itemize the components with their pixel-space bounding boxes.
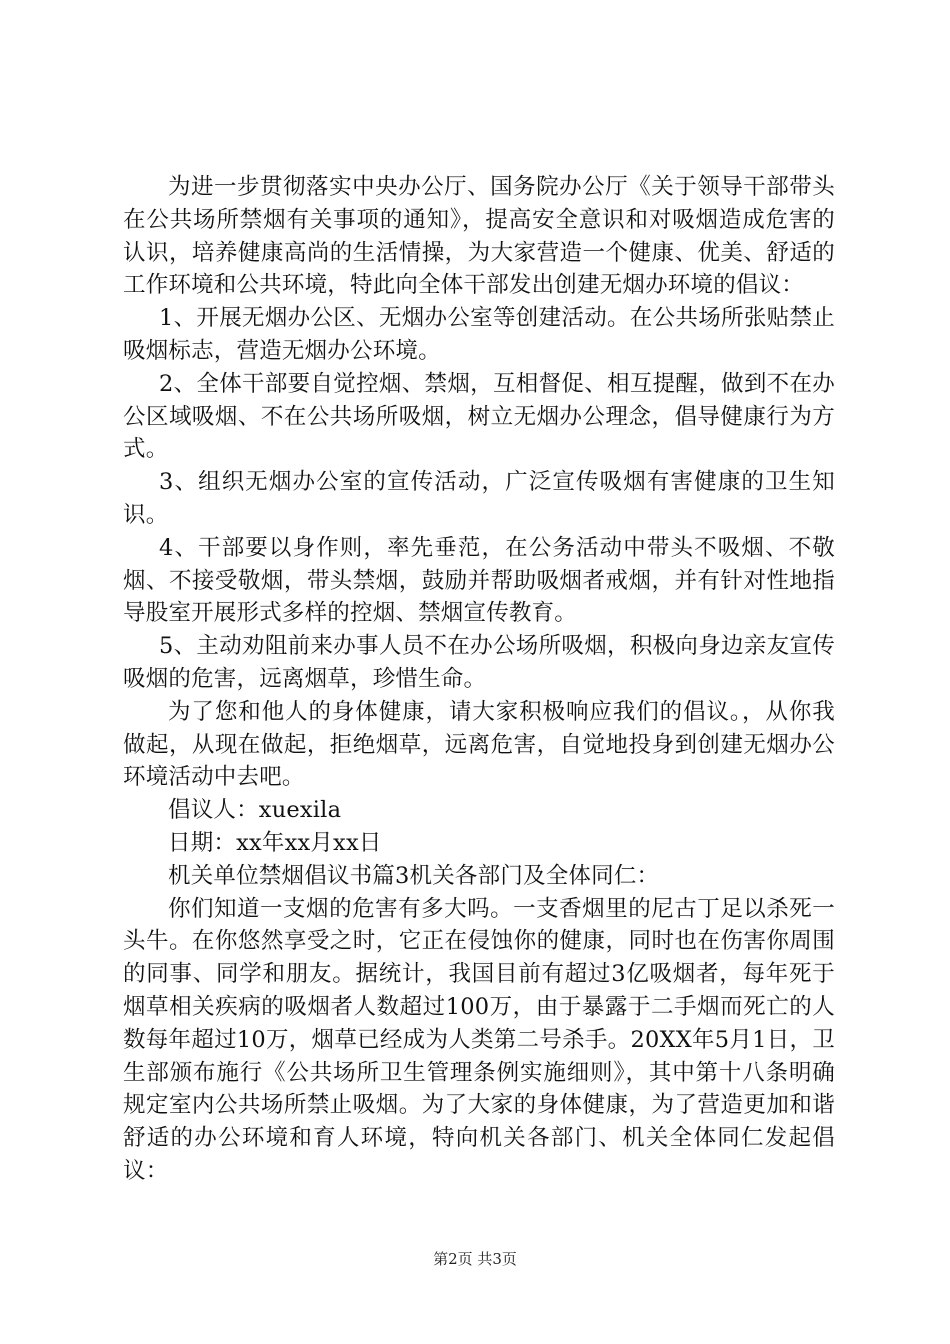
date-line: 日期：xx年xx月xx日 <box>168 829 382 856</box>
item-5-paragraph: 5、主动劝阻前来办事人员不在办公场所吸烟，积极向身边亲友宣传吸烟的危害，远离烟草，珍惜生命。 <box>123 633 835 692</box>
intro-paragraph: 为进一步贯彻落实中央办公厅、国务院办公厅《关于领导干部带头在公共场所禁烟有关事项的通知》，提高安全意识和对吸烟造成危害的认识，培养健康高尚的生活情操，为大家营造一个健康、优美、舒适的工作环境和公共环境，特此向全体干部发出创建无烟办环境的倡议： <box>123 174 835 299</box>
section-heading: 机关单位禁烟倡议书篇3机关各部门及全体同仁： <box>168 862 660 889</box>
item-3-paragraph: 3、组织无烟办公室的宣传活动，广泛宣传吸烟有害健康的卫生知识。 <box>123 469 835 528</box>
item-4-paragraph: 4、干部要以身作则，率先垂范，在公务活动中带头不吸烟、不敬烟、不接受敬烟，带头禁烟，鼓励并帮助吸烟者戒烟，并有针对性地指导股室开展形式多样的控烟、禁烟宣传教育。 <box>123 534 835 627</box>
item-2-paragraph: 2、全体干部要自觉控烟、禁烟，互相督促、相互提醒，做到不在办公区域吸烟、不在公共场所吸烟，树立无烟办公理念，倡导健康行为方式。 <box>123 370 835 463</box>
body-paragraph: 你们知道一支烟的危害有多大吗。一支香烟里的尼古丁足以杀死一头牛。在你悠然享受之时，它正在侵蚀你的健康，同时也在伤害你周围的同事、同学和朋友。据统计，我国目前有超过3亿吸烟者，每年死于烟草相关疾病的吸烟者人数超过100万，由于暴露于二手烟而死亡的人数每年超过10万，烟草已经成为人类第二号杀手。20XX年5月1日，卫生部颁布施行《公共场所卫生管理条例实施细则》，其中第十八条明确规定室内公共场所禁止吸烟。为了大家的身体健康，为了营造更加和谐舒适的办公环境和育人环境，特向机关各部门、机关全体同仁发起倡议： <box>123 895 835 1184</box>
closing-paragraph: 为了您和他人的身体健康，请大家积极响应我们的倡议。，从你我做起，从现在做起，拒绝烟草，远离危害，自觉地投身到创建无烟办公环境活动中去吧。 <box>123 698 835 791</box>
signatory-line: 倡议人：xuexila <box>168 797 342 824</box>
item-1-paragraph: 1、开展无烟办公区、无烟办公室等创建活动。在公共场所张贴禁止吸烟标志，营造无烟办公环境。 <box>123 305 835 364</box>
document-body <box>123 171 835 1188</box>
page-number-footer: 第2页 共3页 <box>433 1250 517 1268</box>
